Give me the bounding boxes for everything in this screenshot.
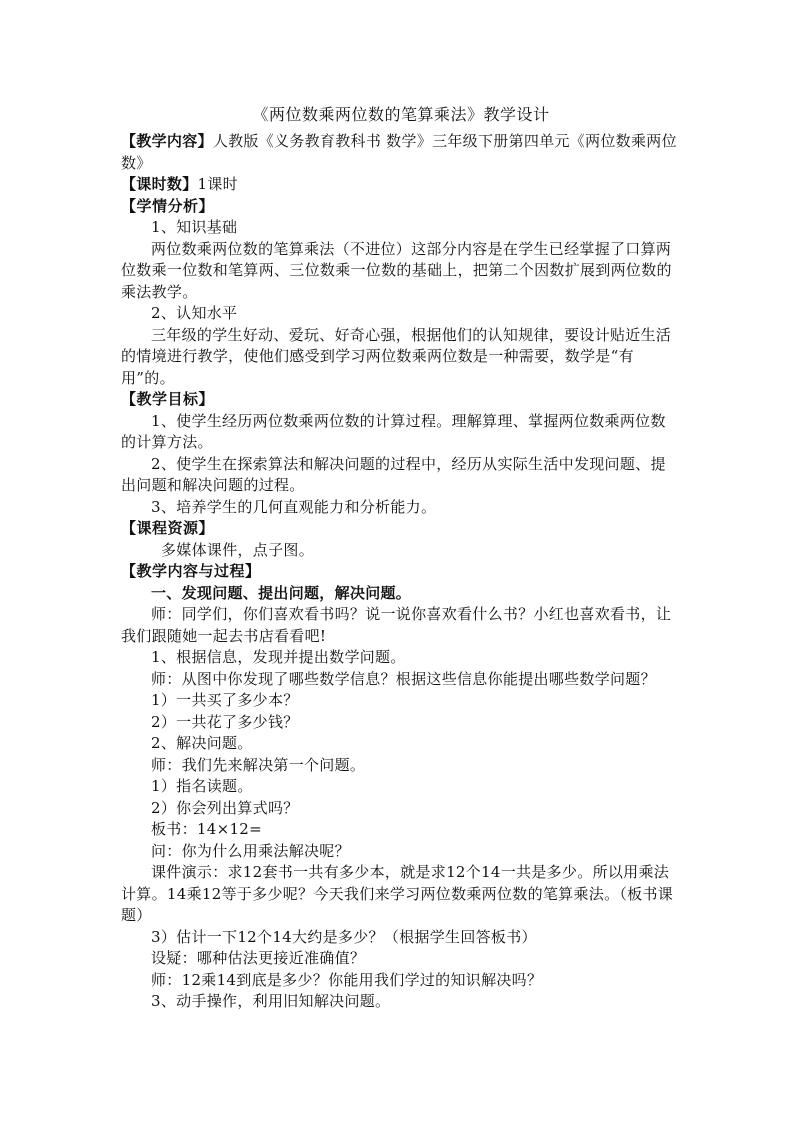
paragraph: 课件演示：求12套书一共有多少本，就是求12个14一共是多少。所以用乘法计算。14乘12等于多少呢？今天我们来学习两位数乘两位数的笔算乘法。（板书课题） [121,863,674,924]
analysis-2-text: 三年级的学生好动、爱玩、好奇心强，根据他们的认知规律，要设计贴近生活的情境进行教学，使他们感受到学习两位数乘两位数是一种需要，数学是“有用”的。 [121,325,672,387]
goal-item: 2、使学生在探索算法和解决问题的过程中，经历从实际生活中发现问题、提出问题和解决问题的过程。 [121,454,666,494]
paragraph: 1、根据信息，发现并提出数学问题。 [151,648,406,666]
section-heading: 一、发现问题、提出问题，解决问题。 [151,583,412,602]
analysis-1-text: 两位数乘两位数的笔算乘法（不进位）这部分内容是在学生已经掌握了口算两位数乘一位数和笔算两、三位数乘一位数的基础上，把第二个因数扩展到两位数的乘法教学。 [121,239,672,301]
goal-item: 1、使学生经历两位数乘两位数的计算过程。理解算理、掌握两位数乘两位数的计算方法。 [121,411,666,451]
paragraph: 2）一共花了多少钱？ [151,712,299,731]
class-hours [121,174,681,196]
paragraph: 1）一共买了多少本？ [151,691,299,709]
paragraph: 2、解决问题。 [151,734,253,752]
goal-item: 3、培养学生的几何直观能力和分析能力。 [151,497,437,516]
paragraph: 问：你为什么用乘法解决呢？ [151,841,350,860]
analysis-1-title: 1、知识基础 [151,218,238,236]
process-heading: 【教学内容与过程】 [121,562,261,580]
paragraph: 3）估计一下12个14大约是多少？（根据学生回答板书） [151,927,537,946]
teaching-content-label: 【教学内容】 [121,132,213,150]
paragraph: 1）指名读题。 [151,777,253,795]
document-page [121,103,681,1013]
analysis-heading: 【学情分析】 [121,196,215,215]
page-title: 《两位数乘两位数的笔算乘法》教学设计 [252,105,550,124]
paragraph: 3、动手操作，利用旧知解决问题。 [151,992,391,1010]
class-hours-text: 1课时 [197,175,238,193]
class-hours-label: 【课时数】 [121,175,198,193]
teaching-content-text: 人教版《义务教育教科书 数学》三年级下册第四单元《两位数乘两位数》 [121,132,677,172]
resources-text: 多媒体课件，点子图。 [161,540,315,559]
goals-heading: 【教学目标】 [121,390,215,408]
analysis-2-title: 2、认知水平 [151,304,238,322]
paragraph: 师：从图中你发现了哪些数学信息？根据这些信息你能提出哪些数学问题？ [151,669,656,688]
paragraph: 师：12乘14到底是多少？你能用我们学过的知识解决吗？ [151,970,543,989]
paragraph: 2）你会列出算式吗？ [151,798,299,817]
teaching-content [121,131,681,174]
resources-heading: 【课程资源】 [121,519,215,537]
paragraph: 师：我们先来解决第一个问题。 [151,755,366,774]
paragraph: 设疑：哪种估法更接近准确值？ [151,949,366,967]
paragraph: 板书：14×12= [151,820,263,838]
paragraph: 师：同学们，你们喜欢看书吗？说一说你喜欢看什么书？小红也喜欢看书，让我们跟随她一起去书店看看吧! [121,605,672,645]
